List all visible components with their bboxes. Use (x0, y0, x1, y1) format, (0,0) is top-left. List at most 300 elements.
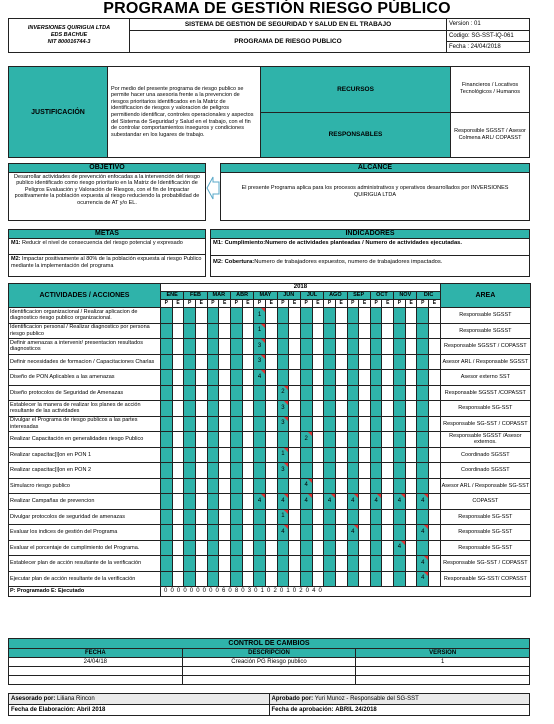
schedule-cell (300, 571, 312, 587)
schedule-cell (324, 432, 336, 448)
schedule-cell (289, 339, 301, 355)
activity-cell: Realizar capacitac[i]on en PON 1 (9, 447, 161, 463)
schedule-cell (405, 525, 417, 541)
pe-header: E (312, 300, 324, 308)
schedule-mark: 4 (324, 494, 336, 510)
schedule-cell (335, 416, 347, 432)
version-label: Version : 01 (447, 19, 530, 31)
schedule-cell (161, 571, 173, 587)
schedule-cell (417, 509, 429, 525)
activity-cell: Evaluar los indices de gestión del Programa (9, 525, 161, 541)
schedule-cell (335, 385, 347, 401)
schedule-cell (219, 447, 231, 463)
total-value: 0 (196, 588, 203, 594)
schedule-cell (417, 385, 429, 401)
schedule-cell (312, 525, 324, 541)
schedule-cell (335, 478, 347, 494)
schedule-cell (172, 509, 184, 525)
schedule-cell (335, 339, 347, 355)
schedule-mark: 4 (417, 494, 429, 510)
schedule-cell (359, 416, 371, 432)
schedule-cell (300, 308, 312, 324)
schedule-cell (161, 385, 173, 401)
schedule-cell (429, 323, 441, 339)
schedule-cell (230, 416, 242, 432)
pe-header: P (347, 300, 359, 308)
alcance-text: El presente Programa aplica para los procesos administrativos y operativos desarrollados por INVERSIONES QUIRIGUA LTDA (241, 185, 509, 198)
schedule-cell (254, 478, 266, 494)
schedule-mark: 3 (277, 463, 289, 479)
schedule-cell (312, 447, 324, 463)
fecha-aprobacion-cell (269, 705, 530, 716)
schedule-cell (382, 571, 394, 587)
schedule-mark: 2 (277, 385, 289, 401)
schedule-cell (219, 556, 231, 572)
area-cell: Responsable SG-SST (440, 525, 530, 541)
schedule-cell (184, 494, 196, 510)
schedule-cell (312, 540, 324, 556)
schedule-cell (161, 339, 173, 355)
schedule-row (9, 354, 531, 370)
total-value: 2 (273, 588, 280, 594)
schedule-cell (172, 556, 184, 572)
schedule-cell (265, 385, 277, 401)
objetivo-text: Desarrollar actividades de prevención enfocadas a la intervención del riesgo publico identificado como riesgo prioritario en la Matriz de Identificación de Peligros Evaluación y Valoración de Riesgos, con el fin de Impactar positivamente la población expuesta al riesgo reduciendo la probabilidad de ocurrencia de AT y/o EL. (14, 174, 200, 206)
schedule-cell (242, 308, 254, 324)
schedule-cell (405, 416, 417, 432)
schedule-cell (230, 525, 242, 541)
schedule-cell (219, 540, 231, 556)
metas-label: METAS (9, 230, 205, 239)
schedule-cell (219, 525, 231, 541)
schedule-cell (265, 416, 277, 432)
total-value: 0 (279, 588, 287, 594)
schedule-mark: 4 (417, 571, 429, 587)
schedule-cell (289, 525, 301, 541)
schedule-cell (172, 432, 184, 448)
schedule-cell (335, 323, 347, 339)
schedule-cell (230, 447, 242, 463)
schedule-mark: 4 (347, 525, 359, 541)
schedule-cell (359, 323, 371, 339)
schedule-cell (394, 571, 406, 587)
schedule-cell (312, 509, 324, 525)
schedule-cell (370, 556, 382, 572)
schedule-cell (172, 478, 184, 494)
schedule-cell (184, 354, 196, 370)
schedule-mark: 4 (254, 370, 266, 386)
schedule-cell (394, 556, 406, 572)
schedule-cell (382, 308, 394, 324)
pe-header: P (417, 300, 429, 308)
total-value: 0 (241, 588, 248, 594)
schedule-cell (207, 401, 219, 417)
schedule-cell (230, 323, 242, 339)
schedule-cell (219, 385, 231, 401)
schedule-cell (347, 509, 359, 525)
schedule-cell (359, 478, 371, 494)
schedule-cell (265, 478, 277, 494)
schedule-row (9, 447, 531, 463)
month-header: MAY (254, 292, 277, 300)
month-header: AGO (324, 292, 347, 300)
schedule-cell (265, 494, 277, 510)
arrow-left-icon (206, 176, 220, 200)
schedule-cell (230, 308, 242, 324)
month-header: SEP (347, 292, 370, 300)
schedule-cell (347, 354, 359, 370)
pe-header: P (207, 300, 219, 308)
schedule-cell (394, 401, 406, 417)
schedule-mark: 1 (277, 447, 289, 463)
schedule-cell (184, 509, 196, 525)
area-cell: Asesor externo SST (440, 370, 530, 386)
schedule-cell (207, 478, 219, 494)
schedule-cell (429, 540, 441, 556)
schedule-cell (382, 478, 394, 494)
schedule-cell (370, 525, 382, 541)
schedule-cell (394, 416, 406, 432)
activity-cell: Diseño de PON Aplicables a las amenazas (9, 370, 161, 386)
schedule-cell (370, 339, 382, 355)
schedule-cell (324, 370, 336, 386)
schedule-cell (417, 339, 429, 355)
schedule-cell (230, 354, 242, 370)
area-cell: Responsable SGSST (440, 308, 530, 324)
schedule-cell (335, 432, 347, 448)
month-header: FEB (184, 292, 207, 300)
schedule-cell (207, 308, 219, 324)
total-value: 0 (292, 588, 300, 594)
col-fecha: FECHA (9, 649, 183, 658)
total-value: 0 (189, 588, 197, 594)
schedule-cell (324, 354, 336, 370)
schedule-cell (184, 447, 196, 463)
schedule-cell (359, 432, 371, 448)
schedule-cell (172, 571, 184, 587)
schedule-cell (289, 308, 301, 324)
control-row-version: 1 (356, 658, 530, 667)
schedule-cell (265, 571, 277, 587)
schedule-cell (207, 463, 219, 479)
schedule-row (9, 385, 531, 401)
schedule-cell (230, 370, 242, 386)
schedule-cell (324, 416, 336, 432)
pe-header: E (429, 300, 441, 308)
schedule-cell (265, 556, 277, 572)
schedule-mark: 4 (417, 525, 429, 541)
pe-header: E (405, 300, 417, 308)
fecha-aprobacion-label: Fecha de aprobación: (271, 706, 334, 713)
signatures-table (8, 693, 530, 716)
schedule-cell (172, 540, 184, 556)
schedule-cell (405, 556, 417, 572)
schedule-cell (382, 509, 394, 525)
schedule-cell (417, 463, 429, 479)
meta-1-code: M1: (11, 240, 21, 246)
schedule-cell (324, 385, 336, 401)
schedule-cell (312, 416, 324, 432)
schedule-cell (335, 540, 347, 556)
justificacion-label: JUSTIFICACIÓN (9, 67, 108, 158)
schedule-cell (312, 308, 324, 324)
schedule-cell (242, 401, 254, 417)
schedule-cell (324, 401, 336, 417)
schedule-cell (347, 339, 359, 355)
schedule-cell (324, 540, 336, 556)
activity-cell: Ejecutar plan de acción resultante de la verificación (9, 571, 161, 587)
schedule-cell (335, 525, 347, 541)
schedule-cell (335, 463, 347, 479)
schedule-cell (335, 370, 347, 386)
schedule-cell (335, 401, 347, 417)
meta-1 (9, 239, 205, 255)
indicador-1-code: M1: Cumplimiento: (213, 240, 266, 246)
schedule-cell (219, 509, 231, 525)
schedule-cell (184, 323, 196, 339)
month-header: OCT (370, 292, 393, 300)
schedule-cell (289, 416, 301, 432)
schedule-cell (254, 447, 266, 463)
schedule-cell (382, 416, 394, 432)
schedule-cell (195, 385, 207, 401)
schedule-cell (254, 571, 266, 587)
month-header: ENE (161, 292, 184, 300)
schedule-cell (289, 385, 301, 401)
schedule-cell (359, 447, 371, 463)
metas-box (8, 229, 206, 277)
schedule-cell (230, 556, 242, 572)
schedule-cell (207, 323, 219, 339)
schedule-cell (172, 525, 184, 541)
system-title: SISTEMA DE GESTION DE SEGURIDAD Y SALUD EN EL TRABAJO (130, 19, 447, 31)
pe-header: P (184, 300, 196, 308)
area-cell: Responsable SG-SST / COPASST (440, 556, 530, 572)
schedule-cell (161, 354, 173, 370)
schedule-mark: 4 (394, 540, 406, 556)
schedule-cell (172, 447, 184, 463)
schedule-cell (394, 308, 406, 324)
month-header: MAR (207, 292, 230, 300)
schedule-cell (382, 463, 394, 479)
schedule-cell (359, 525, 371, 541)
schedule-cell (230, 494, 242, 510)
schedule-cell (300, 509, 312, 525)
schedule-mark: 4 (370, 494, 382, 510)
fecha-aprobacion-value: ABRIL 24/2018 (335, 706, 377, 713)
schedule-cell (382, 432, 394, 448)
schedule-cell (382, 385, 394, 401)
schedule-cell (405, 478, 417, 494)
schedule-cell (429, 354, 441, 370)
pe-header: E (172, 300, 184, 308)
schedule-row (9, 509, 531, 525)
document-header (8, 18, 530, 53)
schedule-cell (347, 478, 359, 494)
schedule-cell (219, 478, 231, 494)
schedule-cell (300, 401, 312, 417)
total-value: 0 (318, 588, 325, 594)
objetivo-label: OBJETIVO (9, 164, 205, 173)
schedule-cell (242, 354, 254, 370)
schedule-cell (161, 432, 173, 448)
schedule-cell (289, 509, 301, 525)
schedule-cell (300, 556, 312, 572)
total-value: 6 (221, 588, 229, 594)
schedule-cell (324, 509, 336, 525)
activity-cell: Realizar Capacitación en generalidades riesgo Publico (9, 432, 161, 448)
schedule-cell (417, 323, 429, 339)
schedule-cell (394, 385, 406, 401)
alcance-label: ALCANCE (221, 164, 529, 173)
schedule-cell (242, 447, 254, 463)
schedule-cell (277, 370, 289, 386)
schedule-cell (347, 401, 359, 417)
schedule-cell (429, 509, 441, 525)
schedule-cell (230, 432, 242, 448)
schedule-cell (161, 478, 173, 494)
schedule-cell (394, 447, 406, 463)
area-cell: Responsable SG-SST/ COPASST (440, 571, 530, 587)
schedule-cell (219, 432, 231, 448)
schedule-cell (370, 401, 382, 417)
schedule-cell (161, 416, 173, 432)
activity-cell: Simulacro riesgo publico (9, 478, 161, 494)
area-cell: Asesor ARL / Responsable SGSST (440, 354, 530, 370)
schedule-cell (172, 494, 184, 510)
schedule-cell (242, 432, 254, 448)
schedule-row (9, 540, 531, 556)
total-value: 0 (202, 588, 210, 594)
schedule-mark: 2 (300, 432, 312, 448)
schedule-cell (300, 447, 312, 463)
schedule-cell (195, 401, 207, 417)
schedule-cell (207, 525, 219, 541)
schedule-cell (289, 447, 301, 463)
schedule-cell (184, 463, 196, 479)
col-version: VERSION (356, 649, 530, 658)
schedule-cell (335, 556, 347, 572)
pe-header: P (277, 300, 289, 308)
schedule-cell (312, 556, 324, 572)
schedule-cell (172, 401, 184, 417)
company-name: INVERSIONES QUIRIGUA LTDA (27, 25, 111, 31)
schedule-cell (195, 432, 207, 448)
schedule-cell (324, 323, 336, 339)
month-header: DIC (417, 292, 440, 300)
schedule-cell (335, 308, 347, 324)
schedule-row (9, 323, 531, 339)
schedule-cell (184, 385, 196, 401)
total-value: 8 (234, 588, 242, 594)
schedule-cell (300, 339, 312, 355)
schedule-cell (405, 401, 417, 417)
schedule-mark: 4 (394, 494, 406, 510)
area-cell: Responsable SGSST (440, 323, 530, 339)
schedule-cell (242, 323, 254, 339)
schedule-cell (405, 447, 417, 463)
schedule-cell (359, 370, 371, 386)
schedule-cell (230, 401, 242, 417)
meta-2 (9, 255, 205, 270)
schedule-cell (300, 354, 312, 370)
schedule-row (9, 478, 531, 494)
area-cell: Responsable SGSST /Asesor externos. (440, 432, 530, 448)
schedule-cell (172, 354, 184, 370)
code-label: Codigo: SG-SST-IQ-061 (447, 31, 530, 42)
schedule-cell (359, 385, 371, 401)
activity-cell: Identificacion personal / Realizar diagnostico por persona riesgo publico (9, 323, 161, 339)
schedule-cell (161, 540, 173, 556)
schedule-cell (172, 385, 184, 401)
schedule-cell (230, 540, 242, 556)
activity-cell: Diseño protocolos de Seguridad de Amenazas (9, 385, 161, 401)
schedule-cell (184, 478, 196, 494)
schedule-cell (359, 401, 371, 417)
totals-values (161, 587, 531, 597)
schedule-cell (335, 509, 347, 525)
schedule-cell (265, 540, 277, 556)
area-cell: Responsable SGSST /COPASST (440, 385, 530, 401)
pe-header: E (195, 300, 207, 308)
schedule-cell (242, 416, 254, 432)
activity-cell: Divulgar el Programa de riesgo publicos a las partes interesadas (9, 416, 161, 432)
schedule-cell (207, 556, 219, 572)
schedule-cell (254, 463, 266, 479)
schedule-cell (405, 323, 417, 339)
schedule-cell (254, 432, 266, 448)
schedule-cell (195, 478, 207, 494)
schedule-cell (277, 571, 289, 587)
schedule-cell (289, 354, 301, 370)
pe-header: E (289, 300, 301, 308)
schedule-row (9, 571, 531, 587)
schedule-cell (219, 354, 231, 370)
schedule-row (9, 494, 531, 510)
control-cambios-table (8, 638, 530, 685)
schedule-mark: 4 (417, 556, 429, 572)
schedule-cell (429, 370, 441, 386)
total-value: 0 (183, 588, 190, 594)
schedule-cell (405, 308, 417, 324)
meta-2-text: Impactar positivamente al 80% de la población expuesta al riesgo Publico mediante la implementación del programa (11, 256, 202, 269)
schedule-row (9, 370, 531, 386)
schedule-cell (394, 354, 406, 370)
indicadores-box (210, 229, 530, 277)
schedule-cell (230, 509, 242, 525)
schedule-cell (324, 463, 336, 479)
schedule-cell (184, 401, 196, 417)
responsables-label: RESPONSABLES (261, 112, 451, 158)
schedule-cell (195, 509, 207, 525)
schedule-cell (289, 323, 301, 339)
schedule-cell (195, 416, 207, 432)
schedule-cell (161, 401, 173, 417)
total-value: 0 (267, 588, 274, 594)
pe-header: E (359, 300, 371, 308)
activity-cell: Establecer plan de acción resultante de la verificación (9, 556, 161, 572)
schedule-row (9, 401, 531, 417)
schedule-cell (347, 416, 359, 432)
schedule-cell (184, 339, 196, 355)
schedule-cell (289, 401, 301, 417)
total-value: 0 (209, 588, 216, 594)
schedule-cell (161, 308, 173, 324)
asesorado-label: Asesorado por: (11, 695, 56, 702)
schedule-cell (254, 401, 266, 417)
schedule-cell (312, 354, 324, 370)
area-cell: Coordinado SGSST (440, 447, 530, 463)
